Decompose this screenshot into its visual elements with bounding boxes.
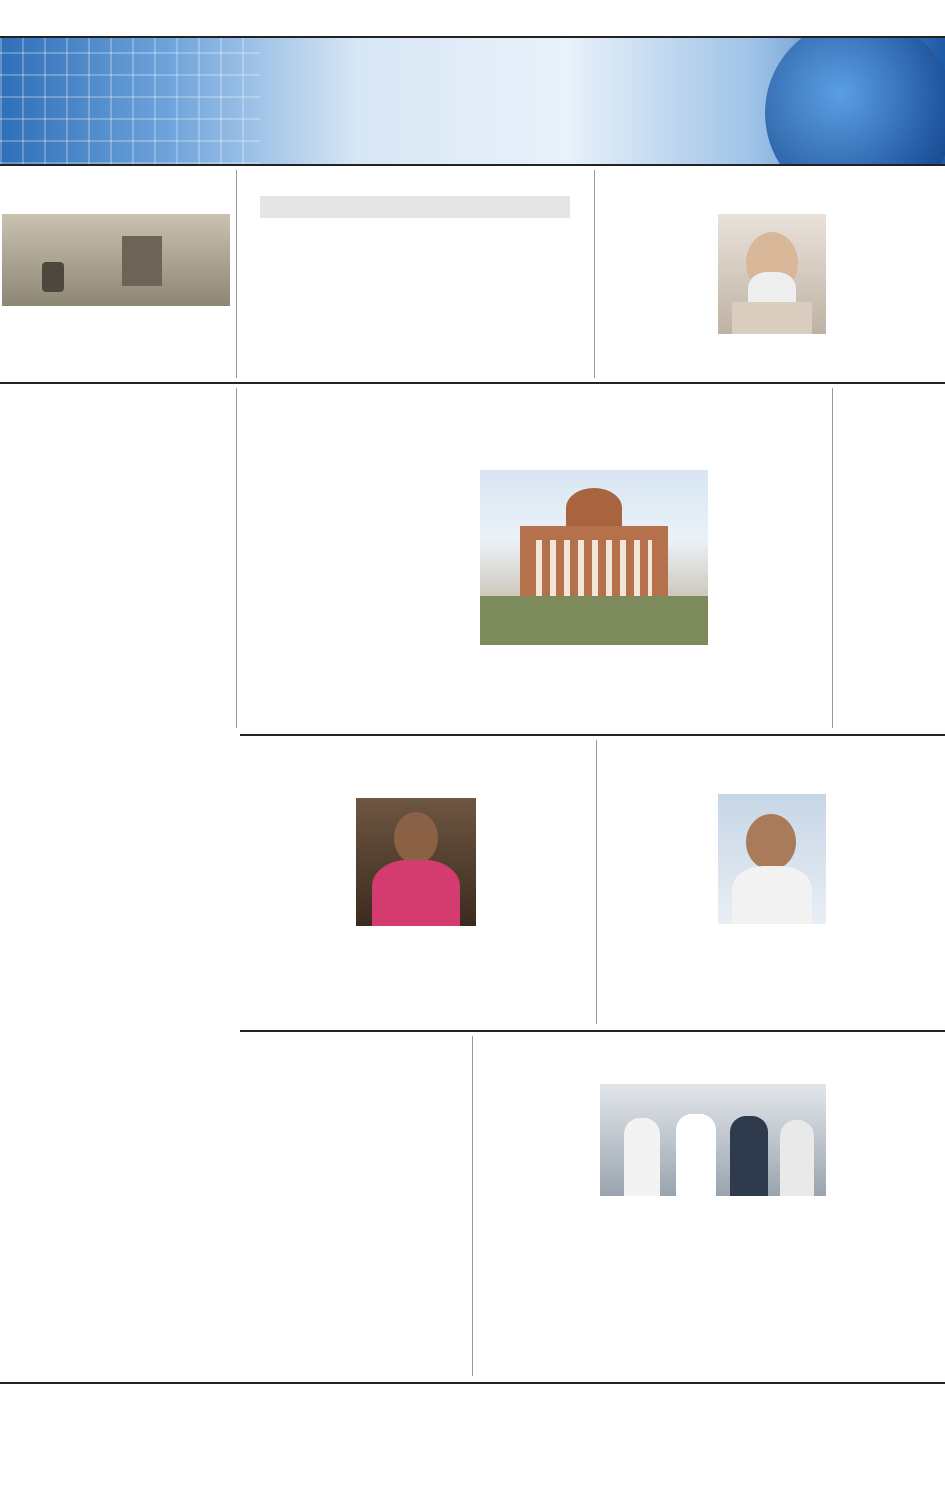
- section-banner: [0, 38, 945, 164]
- photo-murmu: [356, 798, 476, 926]
- article-col-4: [240, 466, 352, 726]
- photo-supreme-court: [480, 470, 708, 645]
- article-body: [831, 1084, 945, 1372]
- article-col-3: [360, 466, 472, 726]
- photo-congress-leader: [718, 794, 826, 924]
- article-body: [836, 460, 945, 724]
- row-divider: [240, 734, 945, 736]
- photo-modi: [718, 214, 826, 334]
- article-congress: [600, 740, 945, 1026]
- headline: [240, 390, 828, 460]
- article-body: [0, 1126, 232, 1366]
- article-body-cont: [598, 214, 712, 374]
- headline: [600, 740, 945, 788]
- banner-grid-decoration: [0, 38, 260, 164]
- article-jan-aushadhi: [240, 1036, 468, 1376]
- row-divider: [0, 382, 945, 384]
- row-divider: [0, 164, 945, 166]
- article-body: [0, 670, 232, 746]
- headline: [240, 740, 592, 788]
- column-divider: [596, 740, 597, 1024]
- article-body: [0, 310, 233, 376]
- article-body-cont: [476, 1084, 592, 1372]
- row-divider: [240, 1030, 945, 1032]
- headline: [836, 390, 945, 460]
- article-delhi-fog: [0, 170, 233, 380]
- article-body: [240, 1044, 468, 1174]
- article-body: [833, 214, 945, 374]
- article-body-cont: [240, 798, 348, 1022]
- article-body: [486, 798, 592, 1022]
- photo-delhi-fog: [2, 214, 230, 306]
- article-mexico-isro: [476, 1036, 945, 1376]
- headline: [0, 1096, 232, 1126]
- logo: [438, 2, 504, 36]
- headline: [240, 170, 590, 192]
- article-body-cont: [600, 794, 712, 1022]
- article-body: [240, 222, 590, 372]
- banner-globe-decoration: [765, 38, 945, 164]
- masthead-strip: [0, 0, 945, 38]
- article-col-2: [480, 650, 708, 728]
- article-guarantee: [836, 390, 945, 730]
- headline: [598, 170, 945, 206]
- article-body: [833, 794, 945, 1022]
- column-divider: [236, 170, 237, 378]
- column-divider: [594, 170, 595, 378]
- article-pangolin: [240, 170, 590, 380]
- article-body: [0, 878, 232, 990]
- row-divider-bottom: [0, 1382, 945, 1384]
- column-divider: [236, 388, 237, 728]
- article-body: [0, 396, 232, 666]
- article-murmu: [240, 740, 592, 1026]
- article-deoli: [0, 870, 232, 990]
- article-jharkhand: [0, 662, 232, 800]
- photo-mexico-isro: [600, 1084, 826, 1196]
- article-kota: [0, 1096, 232, 1378]
- column-divider: [832, 388, 833, 728]
- article-modi-tour: [598, 170, 945, 380]
- headline: [0, 170, 233, 210]
- article-col-1: [718, 466, 828, 726]
- headline: [476, 1036, 945, 1082]
- subheadline: [260, 196, 570, 218]
- column-divider: [472, 1036, 473, 1376]
- article-supreme-court: [240, 390, 828, 730]
